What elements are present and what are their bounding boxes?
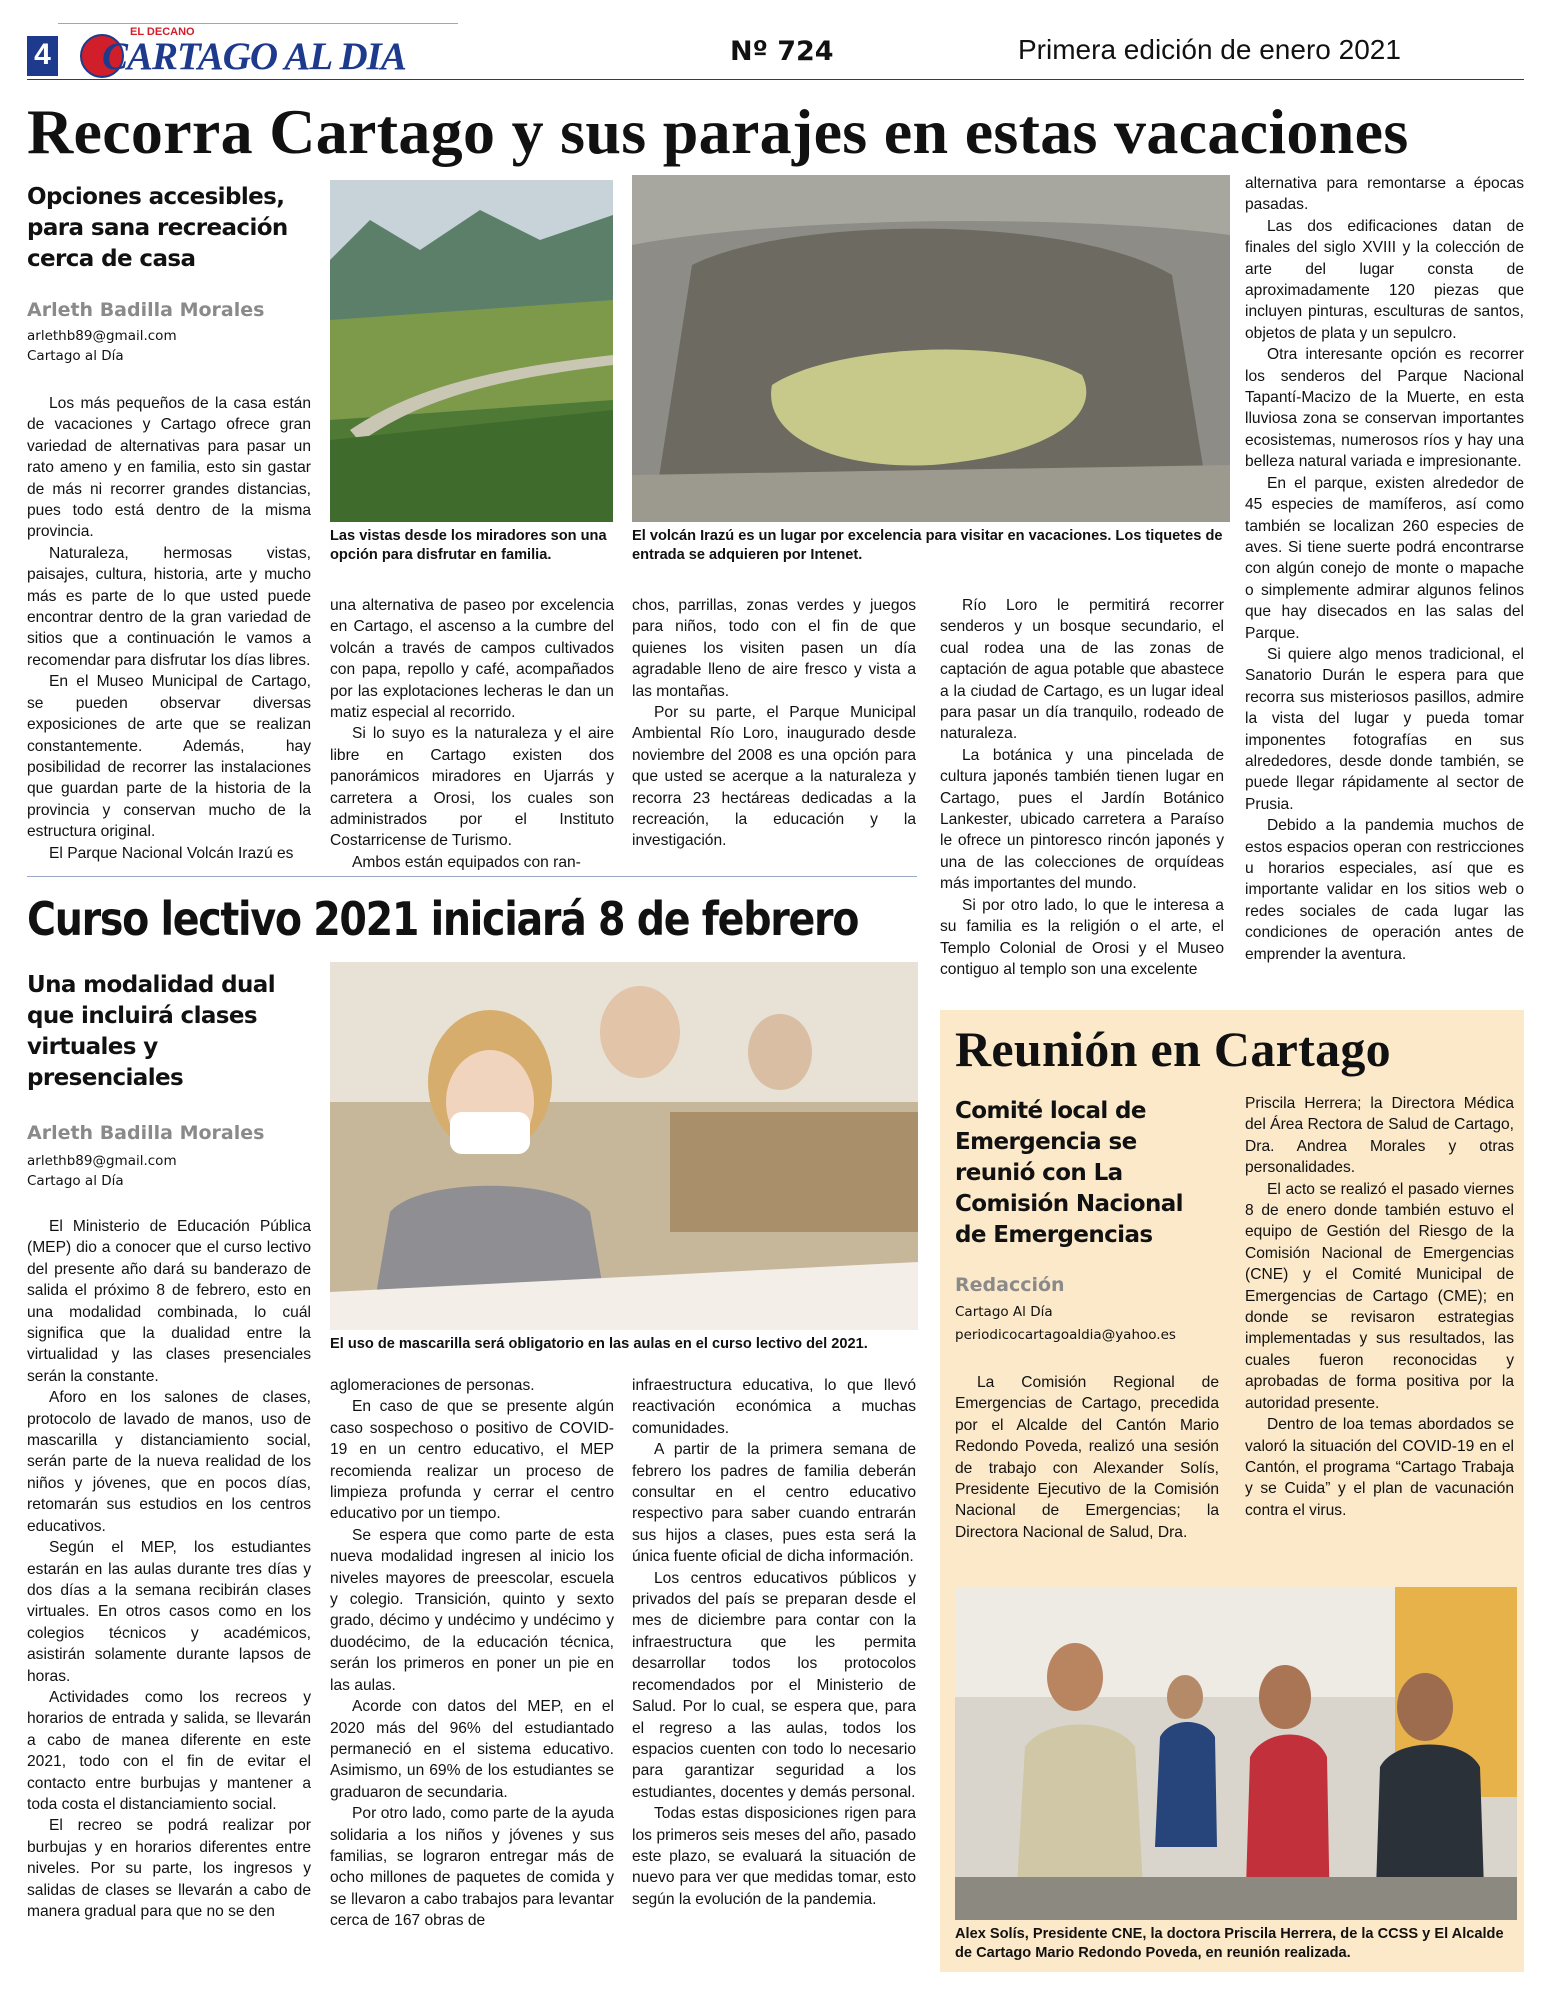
meeting-photo (955, 1587, 1517, 1920)
article1-email: arlethb89@gmail.com (27, 328, 177, 344)
logo (66, 26, 406, 82)
header-rule (27, 79, 1524, 80)
issue-number: Nº 724 (730, 36, 834, 67)
article3-email: periodicocartagoaldia@yahoo.es (955, 1327, 1176, 1343)
article1-col2-paragraph: Ambos están equipados con ran- (352, 853, 581, 870)
article1-col5-paragraph: Las dos edificaciones datan de finales del siglo XVIII y la colección de arte del lugar consta de aproximadamente 120 piezas que incluyen pinturas, esculturas de santos, objetos de plata y un sepulcro. (1245, 217, 1524, 342)
article2-col3-paragraph: A partir de la primera semana de febrero los padres de familia deberán consultar en el centro educativo respectivo para saber cuando entrarán sus hijos a clases, pues esta será la única fuente oficial de dicha información. (632, 1441, 916, 1566)
article2-col1-paragraph: Aforo en los salones de clases, protocolo de lavado de manos, uso de mascarilla y distanciamiento social, serán parte de la nueva realidad de los niños y jóvenes, que en pocos días, retomarán sus estudios en los centros educativos. (27, 1389, 311, 1535)
article2-email: arlethb89@gmail.com (27, 1153, 177, 1169)
article1-col1-paragraph: Los más pequeños de la casa están de vacaciones y Cartago ofrece gran variedad de alternativas para pasar un rato ameno y en familia, esto sin gastar de más ni recorrer grandes distancias, pues todo está dentro de la misma provincia. (27, 395, 311, 541)
article3-column-2 (1245, 1093, 1514, 1578)
article1-title: Recorra Cartago y sus parajes en estas vacaciones (27, 96, 1409, 167)
edition-date: Primera edición de enero 2021 (1018, 34, 1401, 65)
article2-column-3 (632, 1375, 916, 1975)
logo-small-text: EL DECANO (130, 26, 195, 38)
article1-col5-paragraph: En el parque, existen alrededor de 45 especies de mamíferos, así como también se localizan 260 especies de aves. Si tiene suerte podrá encontrarse con algún conejo de monte o mapache o simplemente admirar algunos felinos que hay disecados en las salas del Parque. (1245, 474, 1524, 642)
article1-caption-right: El volcán Irazú es un lugar por excelencia para visitar en vacaciones. Los tiquetes de entrada se adquieren por Intenet. (632, 528, 1223, 563)
article2-col1-paragraph: Según el MEP, los estudiantes estarán en las aulas durante tres días y dos días a la semana recibirán clases virtuales. En otros casos como en los colegios técnicos y académicos, asistirán solamente durante lapsos de horas. (27, 1539, 311, 1685)
classroom-photo (330, 962, 918, 1330)
section-divider (27, 876, 917, 877)
article2-subtitle: Una modalidad dual que incluirá clases virtuales y presenciales (27, 972, 275, 1091)
page-number: 4 (34, 38, 51, 71)
header-top-rule (58, 23, 458, 24)
article2-col1-paragraph: El Ministerio de Educación Pública (MEP) dio a conocer que el curso lectivo del presente año dará su banderazo de salida el próximo 8 de febrero, esto en una modalidad combinada, lo cuál significa que la dualidad entre la virtualidad y las clases presenciales serán la constante. (27, 1218, 311, 1385)
article1-column-4 (940, 595, 1224, 1005)
article3-caption: Alex Solís, Presidente CNE, la doctora Priscila Herrera, de la CCSS y El Alcalde de Cartago Mario Redondo Poveda, en reunión realizada. (955, 1926, 1504, 1961)
article2-caption: El uso de mascarilla será obligatorio en las aulas en el curso lectivo del 2021. (330, 1336, 868, 1352)
article2-col3-paragraph: Todas estas disposiciones rigen para los primeros seis meses del año, pasado este plazo, se evaluará la situación de nuevo para ver que medidas tomar, esto según la evolución de la pandemia. (632, 1805, 916, 1908)
article1-column-1 (27, 393, 311, 870)
article2-col2-paragraph: Se espera que como parte de esta nueva modalidad ingresen al inicio los niveles mayores de preescolar, escuela y colegio. Transición, quinto y sexto grado, décimo y undécimo y undécimo y duodécimo, de la educación técnica, serán los primeros en poner un pie en las aulas. (330, 1526, 614, 1694)
article1-col5-paragraph: Debido a la pandemia muchos de estos espacios operan con restricciones u horarios especiales, así que es importante validar en los sitios web o redes sociales de cada lugar las condiciones de operación antes de emprender la aventura. (1245, 817, 1524, 963)
article1-outlet: Cartago al Día (27, 348, 124, 364)
valley-photo (330, 180, 613, 522)
article1-col3-paragraph: Por su parte, el Parque Municipal Ambiental Río Loro, inaugurado desde noviembre del 2008 es una opción para que usted se acerque a la naturaleza y recorra 23 hectáreas dedicadas a la recreación, la educación y la investigación. (632, 704, 916, 850)
article1-column-3 (632, 595, 916, 870)
article3-col2-paragraph: Priscila Herrera; la Directora Médica del Área Rectora de Salud de Cartago, Dra. Andrea Morales y otras personalidades. (1245, 1095, 1514, 1177)
article2-author: Arleth Badilla Morales (27, 1122, 265, 1144)
article2-col2-paragraph: aglomeraciones de personas. (330, 1377, 535, 1394)
article1-author: Arleth Badilla Morales (27, 299, 265, 321)
logo-text: CARTAGO AL DIA (102, 35, 406, 78)
article3-outlet: Cartago Al Día (955, 1304, 1053, 1320)
article1-column-2 (330, 595, 614, 870)
article2-column-2 (330, 1375, 614, 1975)
article2-title: Curso lectivo 2021 iniciará 8 de febrero (27, 892, 859, 946)
article2-col3-paragraph: infraestructura educativa, lo que llevó reactivación económica a muchas comunidades. (632, 1377, 916, 1437)
article2-col1-paragraph: El recreo se podrá realizar por burbujas y en horarios diferentes entre niveles. Por su parte, los ingresos y salidas de clases se llevarán a cabo de manera gradual para que no se den (27, 1817, 311, 1920)
article1-col1-paragraph: Naturaleza, hermosas vistas, paisajes, cultura, historia, arte y mucho más es parte de lo que usted puede encontrar dentro de la gran variedad de sitios que a continuación le vamos a recomendar para disfrutar los días libres. (27, 544, 311, 669)
article1-col3-paragraph: chos, parrillas, zonas verdes y juegos para niños, todo con el fin de que quienes los visiten pasen un día agradable lleno de aire fresco y vista a las montañas. (632, 597, 916, 700)
article1-col4-paragraph: Río Loro le permitirá recorrer senderos y un bosque secundario, el cual rodea una de las zonas de captación de agua potable que abastece a la ciudad de Cartago, es un lugar ideal para pasar un día tranquilo, rodeado de naturaleza. (940, 597, 1224, 743)
article1-col5-paragraph: Si quiere algo menos tradicional, el Sanatorio Durán le espera para que recorra sus misteriosos pasillos, admire la vista del lugar y pueda tomar imponentes fotografías en sus alrededores, desde donde también, se puede llegar rápidamente al sector de Prusia. (1245, 645, 1524, 813)
article2-column-1 (27, 1216, 311, 1974)
article2-col2-paragraph: Acorde con datos del MEP, en el 2020 más del 96% del estudiantado permaneció en el sistema educativo. Asimismo, un 69% de los estudiantes se graduaron de secundaria. (330, 1698, 614, 1801)
article1-col1-paragraph: En el Museo Municipal de Cartago, se pueden observar diversas exposiciones de arte que se realizan constantemente. Además, hay posibilidad de recorrer las instalaciones que guardan parte de la historia de la provincia y conservan mucho de la estructura original. (27, 673, 311, 841)
article2-col2-paragraph: En caso de que se presente algún caso sospechoso o positivo de COVID-19 en un centro educativo, el MEP recomienda realizar un proceso de limpieza profunda y cerrar el centro educativo por un tiempo. (330, 1398, 614, 1523)
article1-col2-paragraph: Si lo suyo es la naturaleza y el aire libre en Cartago existen dos panorámicos miradores en Ujarrás y carretera a Orosi, los cuales son administrados por el Instituto Costarricense de Turismo. (330, 725, 614, 850)
article1-col4-paragraph: Si por otro lado, lo que le interesa a su familia es la religión o el arte, el Templo Colonial de Orosi y el Museo contiguo al templo son una excelente (940, 896, 1224, 978)
article1-col5-paragraph: Otra interesante opción es recorrer los senderos del Parque Nacional Tapantí-Macizo de la Muerte, en esta lluviosa zona se conservan importantes ecosistemas, numerosos ríos y hay una belleza natural variada e impresionante. (1245, 346, 1524, 471)
article3-title: Reunión en Cartago (955, 1021, 1391, 1077)
article3-column-1 (955, 1372, 1219, 1577)
article1-col2-paragraph: una alternativa de paseo por excelencia en Cartago, el ascenso a la cumbre del volcán a través de campos cultivados con papa, repollo y café, acompañados por las explotaciones lecheras le dan un matiz especial al recorrido. (330, 597, 614, 722)
article3-subtitle: Comité local de Emergencia se reunió con La Comisión Nacional de Emergencias (955, 1098, 1183, 1248)
article2-col2-paragraph: Por otro lado, como parte de la ayuda solidaria a los niños y jóvenes y sus familias, se lograron entregar más de ocho millones de paquetes de comida y se llevaron a cabo trabajos para levantar cerca de 167 obras de (330, 1805, 614, 1930)
article1-subtitle: Opciones accesibles, para sana recreación cerca de casa (27, 184, 288, 272)
article2-col3-paragraph: Los centros educativos públicos y privados del país se preparan desde el mes de diciembre para contar con la infraestructura que les permita desarrollar todos los protocolos recomendados por el Ministerio de Salud. Por lo cual, se espera que, para el regreso a las aulas, todos los espacios cuenten con todo lo necesario para garantizar seguridad a los estudiantes, docentes y demás personal. (632, 1569, 916, 1801)
article3-col2-paragraph: El acto se realizó el pasado viernes 8 de enero donde también estuvo el equipo de Gestión del Riesgo de la Comisión Nacional de Emergencias (CNE) y el Comité Municipal de Emergencias de Cartago (CME); en donde se revisaron estrategias implementadas y sus resultados, las cuales fueron reconocidas y aprobadas de forma positiva por la autoridad presente. (1245, 1180, 1514, 1412)
article3-col2-paragraph: Dentro de loa temas abordados se valoró la situación del COVID-19 en el Cantón, el programa “Cartago Trabaja y se Cuida” y el plan de vacunación contra el virus. (1245, 1416, 1514, 1519)
article1-col5-paragraph: alternativa para remontarse a épocas pasadas. (1245, 175, 1524, 214)
article3-col1-paragraph: La Comisión Regional de Emergencias de Cartago, precedida por el Alcalde del Cantón Mario Redondo Poveda, realizó una sesión de trabajo con Alexander Solís, Presidente Ejecutivo de la Comisión Nacional de Emergencias; la Directora Nacional de Salud, Dra. (955, 1374, 1219, 1541)
article1-col4-paragraph: La botánica y una pincelada de cultura japonés también tienen lugar en Cartago, pues el Jardín Botánico Lankester, ubicado carretera a Paraíso le ofrece un pintoresco rincón japonés y una de las colecciones de orquídeas más importantes del mundo. (940, 746, 1224, 893)
article1-caption-left: Las vistas desde los miradores son una opción para disfrutar en familia. (330, 528, 607, 563)
article2-outlet: Cartago al Día (27, 1173, 124, 1189)
article1-col1-paragraph: El Parque Nacional Volcán Irazú es (49, 844, 294, 862)
article1-column-5 (1245, 173, 1524, 1003)
article2-col1-paragraph: Actividades como los recreos y horarios de entrada y salida, se llevarán a cabo de manea diferente en este 2021, todo con el fin de evitar el contacto entre burbujas y mantener a toda costa el distanciamiento social. (27, 1688, 311, 1813)
crater-photo (632, 175, 1230, 522)
article3-author: Redacción (955, 1274, 1065, 1296)
